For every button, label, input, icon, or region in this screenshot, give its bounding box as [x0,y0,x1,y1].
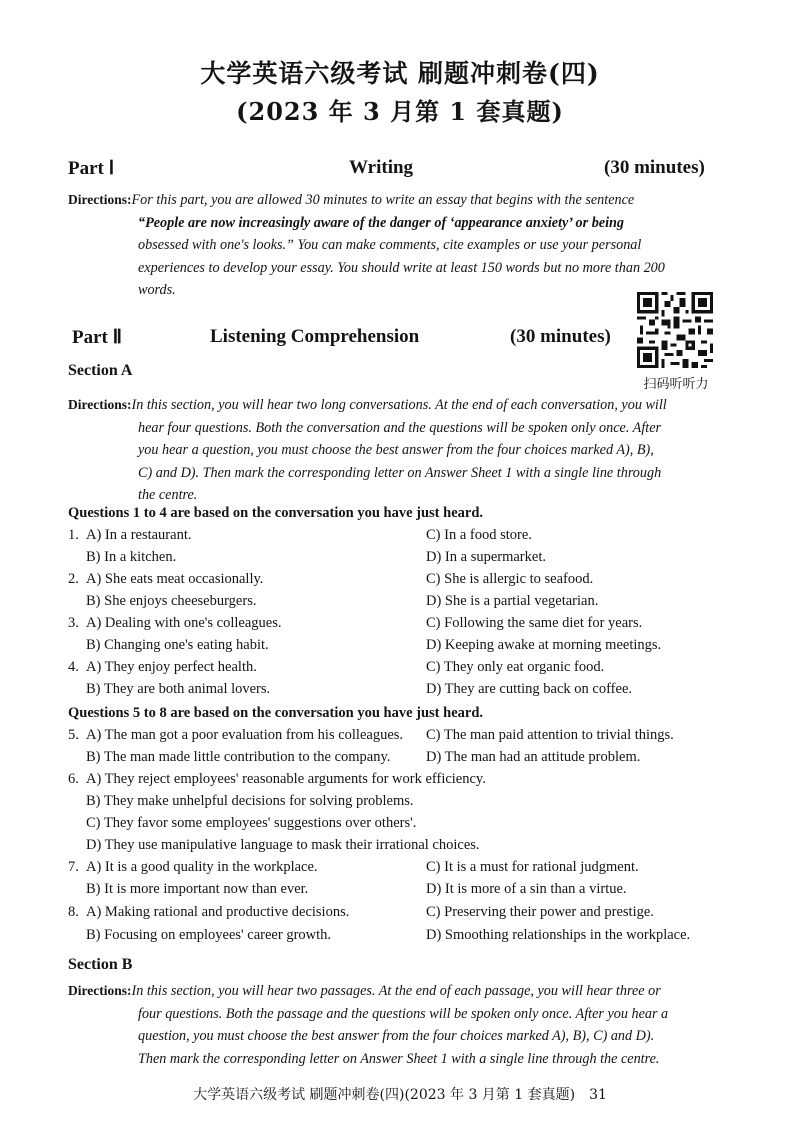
option-b: B) Changing one's eating habit. [86,637,269,653]
directions-line: Then mark the corresponding letter on Answer Sheet 1 with a single line through the centre. [138,1050,660,1067]
option-b: B) It is more important now than ever. [86,881,309,897]
directions-line: C) and D). Then mark the corresponding letter on Answer Sheet 1 with a single line through [138,464,662,481]
option-a: A) The man got a poor evaluation from his colleagues. [86,727,404,743]
question-number: 6. [68,771,79,787]
option-b: B) The man made little contribution to the company. [86,749,391,765]
option-a: A) They reject employees' reasonable arguments for work efficiency. [86,771,486,787]
part2-label: Part Ⅱ [72,327,122,348]
directions-line: obsessed with one's looks.” You can make comments, cite examples or use your personal [138,237,642,253]
part2-time: (30 minutes) [510,326,611,347]
option-b: B) They make unhelpful decisions for solving problems. [86,793,414,809]
option-d: D) Smoothing relationships in the workplace. [426,927,691,943]
questions-1-4-heading: Questions 1 to 4 are based on the conversation you have just heard. [68,505,484,521]
qr-label: 扫码听听力 [643,377,709,392]
page-number: 31 [589,1087,607,1103]
part1-time: (30 minutes) [604,157,705,178]
section-b-heading: Section B [68,956,133,973]
part2-title: Listening Comprehension [210,326,420,347]
directions-line: experiences to develop your essay. You should write at least 150 words but no more than 200 [138,259,665,276]
question-number: 2. [68,571,79,587]
directions-line: question, you must choose the best answer from the four choices marked A), B), C) and D). [138,1028,655,1044]
option-c: C) They only eat organic food. [426,659,605,675]
directions-line: four questions. Both the passage and the questions will be spoken only once. After you hear a [138,1005,669,1022]
option-d: D) It is more of a sin than a virtue. [426,881,627,897]
directions-line: In this section, you will hear two long conversations. At the end of each conversation, you will [131,397,667,413]
option-a: A) They enjoy perfect health. [86,659,257,675]
directions-line: you hear a question, you must choose the best answer from the four choices marked A), B), [138,442,654,458]
part1-label: Part Ⅰ [68,158,115,179]
directions-line: the centre. [138,487,198,503]
option-c: C) Following the same diet for years. [426,615,643,631]
directions-label: Directions: [68,192,132,207]
option-c: C) It is a must for rational judgment. [426,859,639,875]
section-b-directions [68,980,728,1070]
page-subtitle: (2023 年 3 月第 1 套真题) [236,97,564,126]
option-c: C) In a food store. [426,527,532,543]
questions-5-8-heading: Questions 5 to 8 are based on the conversation you have just heard. [68,705,484,721]
page-title: 大学英语六级考试 刷题冲刺卷(四) [200,59,600,88]
option-d: D) They use manipulative language to mask their irrational choices. [86,837,480,853]
option-a: A) Making rational and productive decisions. [86,904,350,920]
option-b: B) She enjoys cheeseburgers. [86,593,257,609]
part1-directions [68,189,728,302]
option-b: B) In a kitchen. [86,549,177,565]
directions-line: words. [138,282,176,298]
question-number: 4. [68,659,79,675]
option-a: A) It is a good quality in the workplace. [86,859,318,875]
option-c: C) The man paid attention to trivial things. [426,727,674,743]
question-number: 3. [68,615,79,631]
directions-label: Directions: [68,397,132,412]
section-a-directions [68,394,728,507]
option-a: A) Dealing with one's colleagues. [86,615,282,631]
option-d: D) In a supermarket. [426,549,546,565]
footer-text: 大学英语六级考试 刷题冲刺卷(四)(2023 年 3 月第 1 套真题) [193,1087,576,1103]
directions-line: “People are now increasingly aware of the danger of ‘appearance anxiety’ or being [138,214,625,231]
question-number: 8. [68,904,79,920]
option-b: B) Focusing on employees' career growth. [86,927,332,943]
option-a: A) She eats meat occasionally. [86,571,264,587]
qr-code[interactable] [637,292,713,368]
question-number: 7. [68,859,79,875]
directions-line: hear four questions. Both the conversation and the questions will be spoken only once. After [138,419,662,436]
option-c: C) They favor some employees' suggestions over others'. [86,815,417,831]
option-d: D) They are cutting back on coffee. [426,681,633,697]
section-a-heading: Section A [68,362,133,379]
page-footer [0,1084,800,1104]
option-d: D) The man had an attitude problem. [426,749,641,765]
directions-line: For this part, you are allowed 30 minutes to write an essay that begins with the sentence [131,192,635,208]
option-a: A) In a restaurant. [86,527,192,543]
option-d: D) Keeping awake at morning meetings. [426,637,662,653]
part1-title: Writing [349,157,414,178]
directions-line: In this section, you will hear two passages. At the end of each passage, you will hear three or [131,983,661,999]
option-c: C) Preserving their power and prestige. [426,904,654,920]
directions-label: Directions: [68,983,132,998]
question-number: 1. [68,527,79,543]
option-b: B) They are both animal lovers. [86,681,271,697]
option-c: C) She is allergic to seafood. [426,571,594,587]
option-d: D) She is a partial vegetarian. [426,593,599,609]
question-number: 5. [68,727,79,743]
